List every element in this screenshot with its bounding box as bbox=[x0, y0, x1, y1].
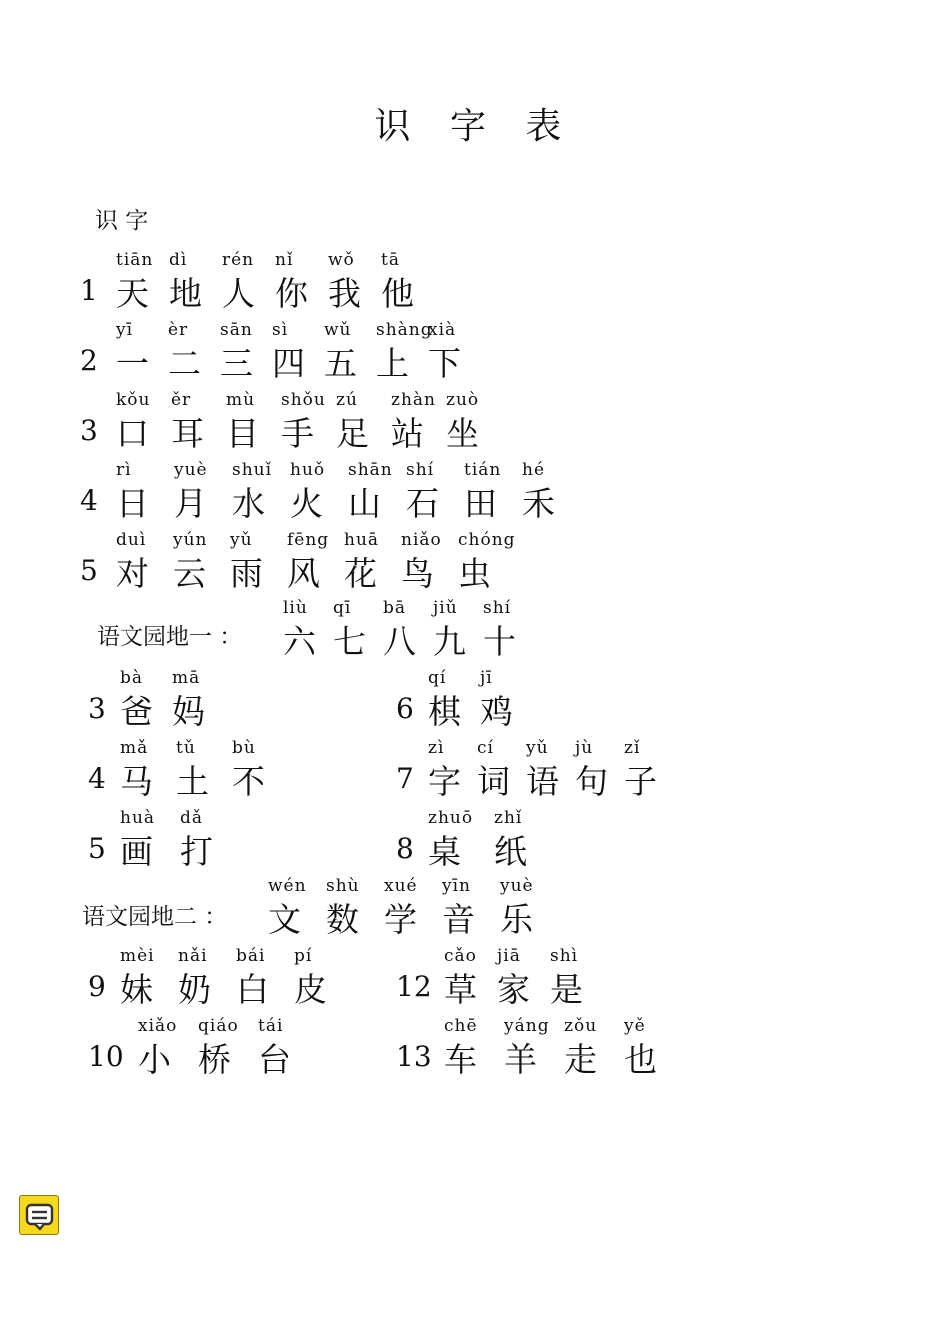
lesson-row bbox=[0, 1016, 950, 1079]
hanzi: 奶 bbox=[178, 970, 211, 1009]
hanzi: 鸡 bbox=[480, 692, 513, 731]
section-heading-shizi: 识 字 bbox=[95, 208, 149, 234]
pinyin: zhàn bbox=[391, 390, 436, 410]
hanzi: 白 bbox=[236, 970, 269, 1009]
pinyin: dì bbox=[169, 250, 188, 270]
pinyin: xué bbox=[384, 876, 418, 896]
hanzi: 下 bbox=[428, 344, 461, 383]
pinyin: tā bbox=[381, 250, 400, 270]
hanzi: 土 bbox=[176, 762, 209, 801]
pinyin: yún bbox=[173, 530, 208, 550]
pinyin: nǐ bbox=[275, 250, 294, 270]
hanzi: 爸 bbox=[120, 692, 153, 731]
lesson-number: 2 bbox=[80, 344, 98, 377]
pinyin: bā bbox=[383, 598, 407, 618]
hanzi: 禾 bbox=[522, 484, 555, 523]
lesson-number: 9 bbox=[88, 970, 106, 1003]
pinyin: hé bbox=[522, 460, 546, 480]
pinyin: shǒu bbox=[281, 390, 326, 410]
pinyin: tiān bbox=[116, 250, 154, 270]
pinyin: rén bbox=[222, 250, 255, 270]
section-heading-yuwenyuandi-2: 语文园地二 ： bbox=[82, 904, 228, 930]
lesson-number: 6 bbox=[396, 692, 414, 725]
pinyin: bái bbox=[236, 946, 266, 966]
pinyin: jī bbox=[480, 668, 493, 688]
hanzi: 棋 bbox=[428, 692, 461, 731]
hanzi: 目 bbox=[226, 414, 259, 453]
lesson-number: 8 bbox=[396, 832, 414, 865]
hanzi: 五 bbox=[324, 344, 357, 383]
hanzi: 我 bbox=[328, 274, 361, 313]
lesson-row bbox=[0, 390, 950, 453]
hanzi: 山 bbox=[348, 484, 381, 523]
pinyin: mā bbox=[172, 668, 201, 688]
pinyin: dǎ bbox=[180, 808, 204, 828]
section-heading-yuwenyuandi-1: 语文园地一 ： bbox=[97, 624, 243, 650]
hanzi: 耳 bbox=[171, 414, 204, 453]
hanzi: 石 bbox=[406, 484, 439, 523]
pinyin: yīn bbox=[442, 876, 471, 896]
hanzi: 小 bbox=[138, 1040, 171, 1079]
hanzi: 雨 bbox=[230, 554, 263, 593]
pinyin: zuò bbox=[446, 390, 480, 410]
pinyin: shuǐ bbox=[232, 460, 273, 480]
pinyin: shù bbox=[326, 876, 360, 896]
hanzi: 不 bbox=[232, 762, 265, 801]
hanzi: 你 bbox=[275, 274, 308, 313]
pinyin: fēng bbox=[287, 530, 330, 550]
pinyin: cǎo bbox=[444, 946, 477, 966]
hanzi: 虫 bbox=[458, 554, 491, 593]
lesson-row bbox=[0, 320, 950, 383]
hanzi: 数 bbox=[326, 900, 359, 939]
hanzi: 三 bbox=[220, 344, 253, 383]
pinyin: duì bbox=[116, 530, 147, 550]
lesson-number: 1 bbox=[80, 274, 98, 307]
lesson-row bbox=[0, 738, 950, 801]
lesson-row bbox=[0, 668, 950, 731]
hanzi: 羊 bbox=[504, 1040, 537, 1079]
pinyin: zhuō bbox=[428, 808, 474, 828]
pinyin: rì bbox=[116, 460, 132, 480]
lesson-number: 4 bbox=[88, 762, 106, 795]
lesson-row bbox=[0, 530, 950, 593]
hanzi: 风 bbox=[287, 554, 320, 593]
pinyin: yě bbox=[624, 1016, 646, 1036]
hanzi: 地 bbox=[169, 274, 202, 313]
hanzi: 六 bbox=[283, 622, 316, 661]
pinyin: huā bbox=[344, 530, 380, 550]
lesson-number: 12 bbox=[396, 970, 432, 1003]
hanzi: 口 bbox=[116, 414, 149, 453]
pinyin: ěr bbox=[171, 390, 192, 410]
hanzi: 妹 bbox=[120, 970, 153, 1009]
pinyin: xià bbox=[428, 320, 457, 340]
hanzi: 月 bbox=[174, 484, 207, 523]
pinyin: jiǔ bbox=[433, 598, 458, 618]
pinyin: èr bbox=[168, 320, 189, 340]
hanzi: 坐 bbox=[446, 414, 479, 453]
hanzi: 句 bbox=[575, 762, 608, 801]
hanzi: 马 bbox=[120, 762, 153, 801]
hanzi: 打 bbox=[180, 832, 213, 871]
garden-row bbox=[0, 598, 950, 661]
pinyin: zú bbox=[336, 390, 358, 410]
pinyin: kǒu bbox=[116, 390, 151, 410]
lesson-number: 4 bbox=[80, 484, 98, 517]
lesson-number: 13 bbox=[396, 1040, 432, 1073]
hanzi: 站 bbox=[391, 414, 424, 453]
pinyin: zǐ bbox=[624, 738, 641, 758]
hanzi: 走 bbox=[564, 1040, 597, 1079]
lesson-row bbox=[0, 808, 950, 871]
pinyin: huà bbox=[120, 808, 156, 828]
pinyin: bù bbox=[232, 738, 256, 758]
hanzi: 妈 bbox=[172, 692, 205, 731]
pinyin: pí bbox=[294, 946, 313, 966]
pinyin: yuè bbox=[174, 460, 208, 480]
pinyin: shàng bbox=[376, 320, 433, 340]
lesson-number: 3 bbox=[88, 692, 106, 725]
lesson-number: 7 bbox=[396, 762, 414, 795]
hanzi: 十 bbox=[483, 622, 516, 661]
pinyin: qí bbox=[428, 668, 447, 688]
pinyin: sān bbox=[220, 320, 253, 340]
pinyin: huǒ bbox=[290, 460, 326, 480]
pinyin: zhǐ bbox=[494, 808, 523, 828]
pinyin: yī bbox=[116, 320, 134, 340]
pinyin: tái bbox=[258, 1016, 284, 1036]
hanzi: 云 bbox=[173, 554, 206, 593]
pinyin: tǔ bbox=[176, 738, 196, 758]
pinyin: qī bbox=[333, 598, 352, 618]
hanzi: 一 bbox=[116, 344, 149, 383]
hanzi: 八 bbox=[383, 622, 416, 661]
pinyin: liù bbox=[283, 598, 308, 618]
pinyin: zǒu bbox=[564, 1016, 598, 1036]
hanzi: 家 bbox=[497, 970, 530, 1009]
hanzi: 语 bbox=[526, 762, 559, 801]
pinyin: bà bbox=[120, 668, 144, 688]
pinyin: shì bbox=[550, 946, 579, 966]
hanzi: 子 bbox=[624, 762, 657, 801]
pinyin: yuè bbox=[500, 876, 534, 896]
pinyin: yǔ bbox=[526, 738, 549, 758]
hanzi: 也 bbox=[624, 1040, 657, 1079]
pinyin: wǒ bbox=[328, 250, 355, 270]
hanzi: 田 bbox=[464, 484, 497, 523]
hanzi: 皮 bbox=[294, 970, 327, 1009]
hanzi: 天 bbox=[116, 274, 149, 313]
hanzi: 水 bbox=[232, 484, 265, 523]
pinyin: wǔ bbox=[324, 320, 352, 340]
hanzi: 乐 bbox=[500, 900, 533, 939]
hanzi: 鸟 bbox=[401, 554, 434, 593]
pinyin: jiā bbox=[497, 946, 521, 966]
lesson-row bbox=[0, 460, 950, 523]
page-title: 识 字 表 bbox=[374, 106, 576, 147]
pinyin: shān bbox=[348, 460, 393, 480]
hanzi: 足 bbox=[336, 414, 369, 453]
pinyin: sì bbox=[272, 320, 289, 340]
pinyin: cí bbox=[477, 738, 494, 758]
hanzi: 音 bbox=[442, 900, 475, 939]
hanzi: 字 bbox=[428, 762, 461, 801]
hanzi: 学 bbox=[384, 900, 417, 939]
garden-row bbox=[0, 876, 950, 939]
hanzi: 车 bbox=[444, 1040, 477, 1079]
pinyin: xiǎo bbox=[138, 1016, 178, 1036]
hanzi: 纸 bbox=[494, 832, 527, 871]
lesson-row bbox=[0, 946, 950, 1009]
hanzi: 对 bbox=[116, 554, 149, 593]
pinyin: yǔ bbox=[230, 530, 253, 550]
pinyin: yáng bbox=[504, 1016, 550, 1036]
lesson-number: 5 bbox=[80, 554, 98, 587]
lesson-row bbox=[0, 250, 950, 313]
hanzi: 草 bbox=[444, 970, 477, 1009]
comment-note-icon[interactable] bbox=[19, 1195, 59, 1235]
hanzi: 是 bbox=[550, 970, 583, 1009]
hanzi: 人 bbox=[222, 274, 255, 313]
hanzi: 上 bbox=[376, 344, 409, 383]
lesson-number: 10 bbox=[88, 1040, 124, 1073]
hanzi: 七 bbox=[333, 622, 366, 661]
pinyin: chē bbox=[444, 1016, 478, 1036]
pinyin: shí bbox=[406, 460, 435, 480]
hanzi: 火 bbox=[290, 484, 323, 523]
hanzi: 文 bbox=[268, 900, 301, 939]
pinyin: qiáo bbox=[198, 1016, 239, 1036]
hanzi: 桌 bbox=[428, 832, 461, 871]
lesson-number: 3 bbox=[80, 414, 98, 447]
hanzi: 九 bbox=[433, 622, 466, 661]
pinyin: mù bbox=[226, 390, 256, 410]
pinyin: nǎi bbox=[178, 946, 208, 966]
hanzi: 词 bbox=[477, 762, 510, 801]
pinyin: shí bbox=[483, 598, 512, 618]
pinyin: mǎ bbox=[120, 738, 149, 758]
hanzi: 手 bbox=[281, 414, 314, 453]
pinyin: wén bbox=[268, 876, 307, 896]
lesson-number: 5 bbox=[88, 832, 106, 865]
hanzi: 花 bbox=[344, 554, 377, 593]
pinyin: jù bbox=[575, 738, 594, 758]
pinyin: mèi bbox=[120, 946, 155, 966]
pinyin: chóng bbox=[458, 530, 516, 550]
pinyin: zì bbox=[428, 738, 445, 758]
hanzi: 二 bbox=[168, 344, 201, 383]
hanzi: 四 bbox=[272, 344, 305, 383]
pinyin: niǎo bbox=[401, 530, 442, 550]
hanzi: 画 bbox=[120, 832, 153, 871]
pinyin: tián bbox=[464, 460, 502, 480]
hanzi: 桥 bbox=[198, 1040, 231, 1079]
hanzi: 日 bbox=[116, 484, 149, 523]
hanzi: 他 bbox=[381, 274, 414, 313]
hanzi: 台 bbox=[258, 1040, 291, 1079]
